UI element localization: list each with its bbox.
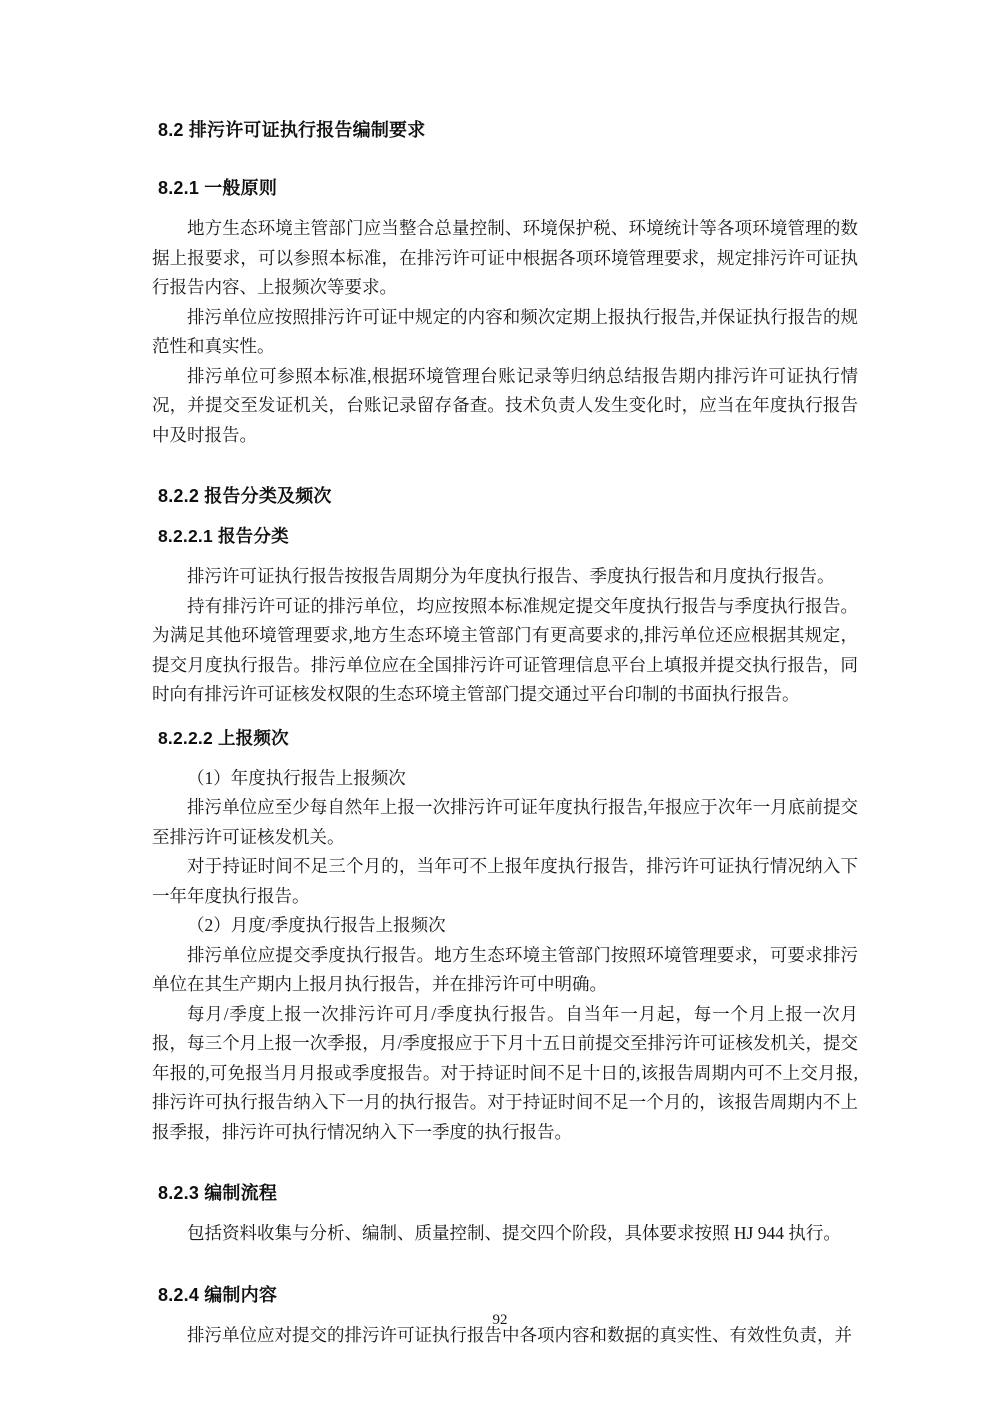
page-footer — [0, 1312, 1000, 1329]
heading-8-2-1: 8.2.1 一般原则 — [158, 178, 278, 198]
paragraph: 排污单位应提交季度执行报告。地方生态环境主管部门按照环境管理要求，可要求排污单位在其生产期内上报月执行报告，并在排污许可中明确。 — [152, 944, 858, 994]
heading-8-2-2-1: 8.2.2.1 报告分类 — [158, 526, 289, 546]
paragraph: 对于持证时间不足三个月的，当年可不上报年度执行报告，排污许可证执行情况纳入下一年年度执行报告。 — [152, 856, 858, 906]
heading-8-2-3: 8.2.3 编制流程 — [158, 1183, 278, 1203]
heading-8-2-2-2: 8.2.2.2 上报频次 — [158, 727, 289, 748]
paragraph: 地方生态环境主管部门应当整合总量控制、环境保护税、环境统计等各项环境管理的数据上报要求，可以参照本标准，在排污许可证中根据各项环境管理要求，规定排污许可证执行报告内容、上报频次等要求。 — [152, 218, 858, 297]
paragraph: 排污单位应对提交的排污许可证执行报告中各项内容和数据的真实性、有效性负责，并 — [187, 1324, 852, 1345]
paragraph: 包括资料收集与分析、编制、质量控制、提交四个阶段，具体要求按照 HJ 944 执行。 — [187, 1223, 841, 1243]
paragraph: 每月/季度上报一次排污许可月/季度执行报告。自当年一月起，每一个月上报一次月报，每三个月上报一次季报，月/季度报应于下月十五日前提交至排污许可证核发机关，提交年报的,可免报当月月报或季度报告。对于持证时间不足十日的,该报告周期内可不上交月报,排污许可执行报告纳入下一月的执行报告。对于持证时间不足一个月的，该报告周期内不上报季报，排污许可执行情况纳入下一季度的执行报告。 — [152, 1003, 858, 1142]
paragraph: 排污单位可参照本标准,根据环境管理台账记录等归纳总结报告期内排污许可证执行情况，并提交至发证机关，台账记录留存备查。技术负责人发生变化时，应当在年度执行报告中及时报告。 — [152, 365, 858, 445]
paragraph: 排污许可证执行报告按报告周期分为年度执行报告、季度执行报告和月度执行报告。 — [187, 566, 835, 586]
paragraph: 排污单位应按照排污许可证中规定的内容和频次定期上报执行报告,并保证执行报告的规范性和真实性。 — [152, 306, 858, 356]
paragraph: 排污单位应至少每自然年上报一次排污许可证年度执行报告,年报应于次年一月底前提交至排污许可证核发机关。 — [152, 797, 858, 847]
paragraph: 持有排污许可证的排污单位，均应按照本标准规定提交年度执行报告与季度执行报告。为满足其他环境管理要求,地方生态环境主管部门有更高要求的,排污单位还应根据其规定，提交月度执行报告。排污单位应在全国排污许可证管理信息平台上填报并提交执行报告，同时向有排污许可证核发权限的生态环境主管部门提交通过平台印制的书面执行报告。 — [152, 595, 858, 704]
heading-8-2: 8.2 排污许可证执行报告编制要求 — [158, 120, 426, 140]
heading-8-2-2: 8.2.2 报告分类及频次 — [158, 486, 332, 506]
list-item-2: （2）月度/季度执行报告上报频次 — [187, 915, 446, 935]
heading-8-2-4: 8.2.4 编制内容 — [158, 1284, 278, 1305]
list-item-1: （1）年度执行报告上报频次 — [187, 767, 406, 788]
page-number: 92 — [492, 1312, 508, 1328]
